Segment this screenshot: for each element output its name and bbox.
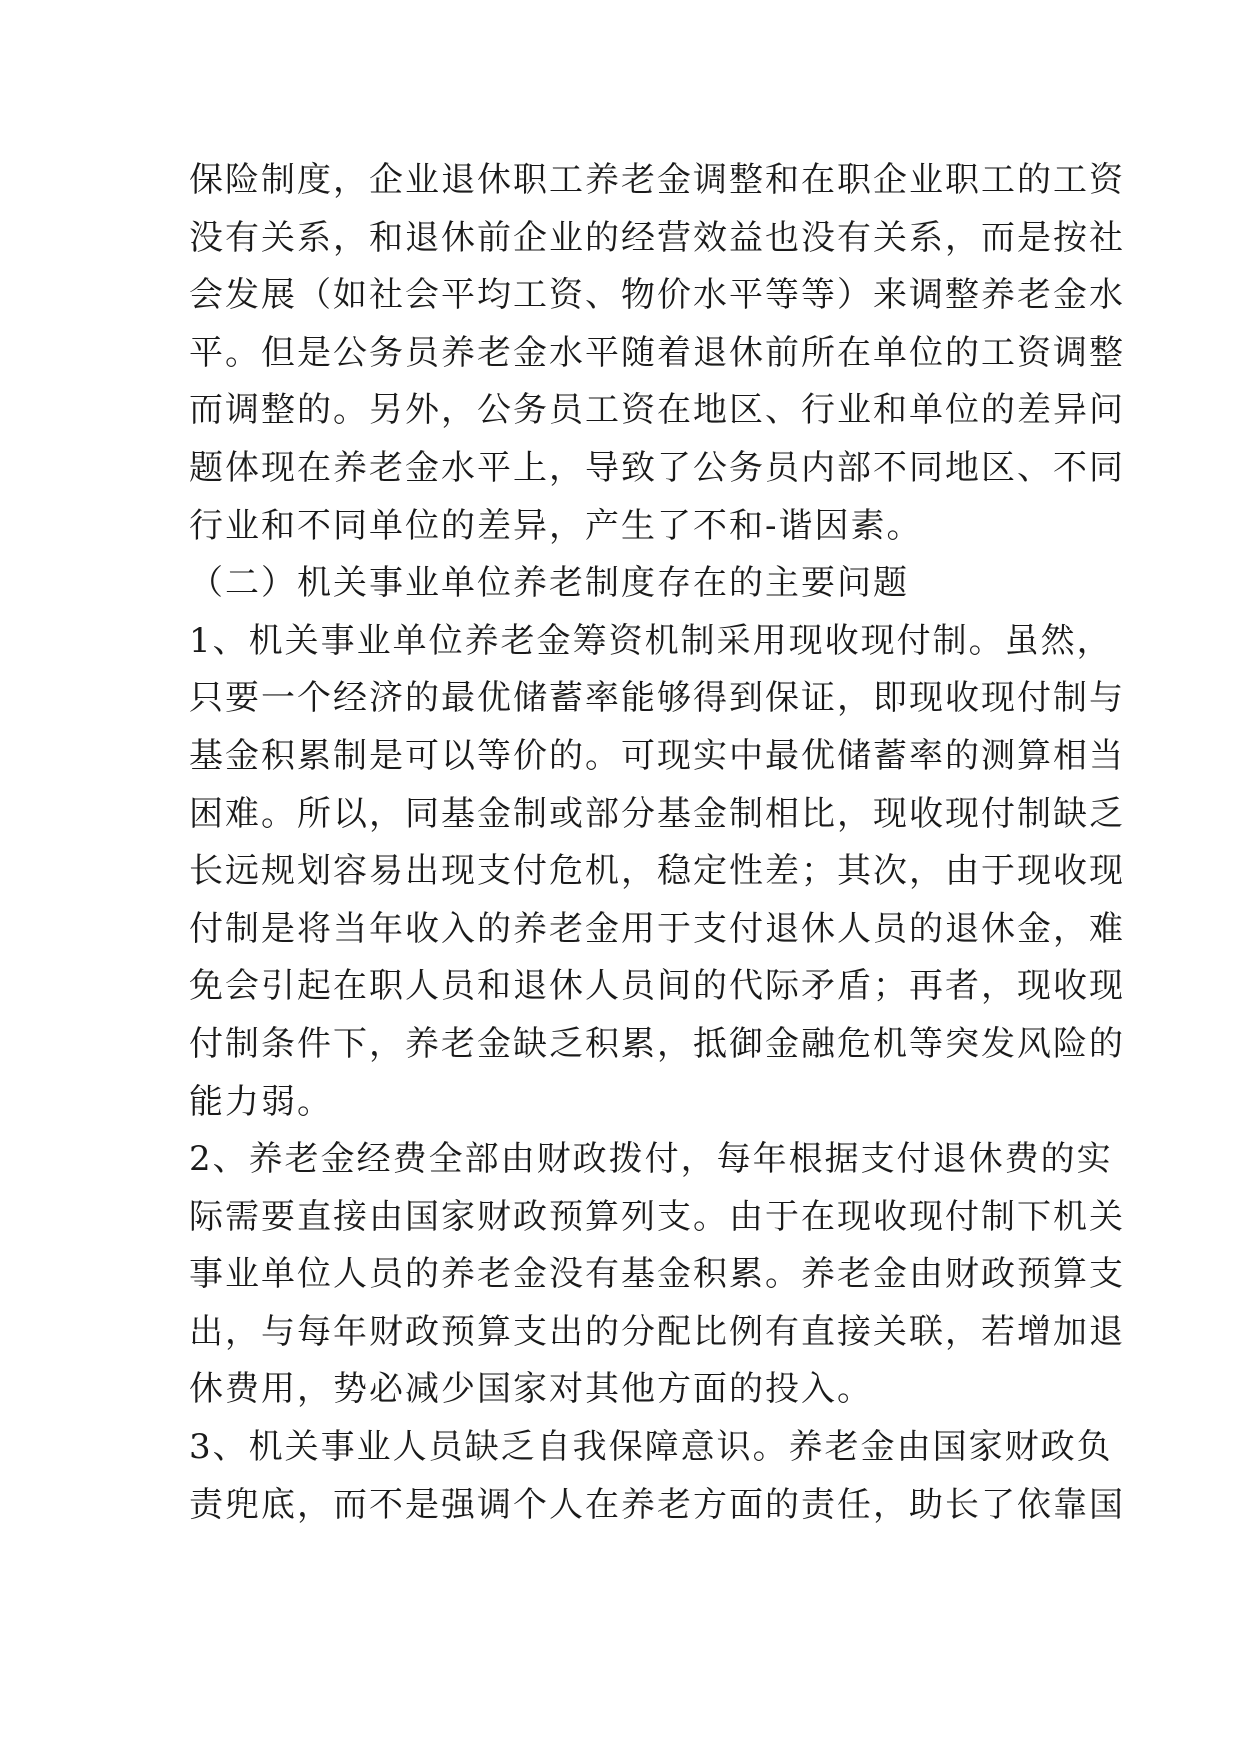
text-line: 付制条件下，养老金缺乏积累，抵御金融危机等突发风险的 <box>189 1023 1125 1064</box>
text-line: 会发展（如社会平均工资、物价水平等等）来调整养老金水 <box>189 275 1125 316</box>
text-line: 平。但是公务员养老金水平随着退休前所在单位的工资调整 <box>189 332 1125 373</box>
section-heading: （二）机关事业单位养老制度存在的主要问题 <box>189 563 909 604</box>
text-line: 际需要直接由国家财政预算列支。由于在现收现付制下机关 <box>189 1196 1125 1237</box>
text-line: 而调整的。另外，公务员工资在地区、行业和单位的差异问 <box>189 390 1125 431</box>
text-line: 困难。所以，同基金制或部分基金制相比，现收现付制缺乏 <box>189 793 1125 834</box>
text-line: 保险制度，企业退休职工养老金调整和在职企业职工的工资 <box>189 160 1125 200</box>
text-line: 1、机关事业单位养老金筹资机制采用现收现付制。虽然， <box>189 620 1113 661</box>
text-line: 责兜底，而不是强调个人在养老方面的责任，助长了依靠国 <box>189 1484 1125 1525</box>
body-text <box>189 152 1125 1534</box>
text-line: 付制是将当年收入的养老金用于支付退休人员的退休金，难 <box>189 908 1125 949</box>
text-line: 题体现在养老金水平上，导致了公务员内部不同地区、不同 <box>189 447 1125 488</box>
text-line: 没有关系，和退休前企业的经营效益也没有关系，而是按社 <box>189 217 1125 258</box>
text-line: 行业和不同单位的差异，产生了不和-谐因素。 <box>189 505 923 546</box>
text-line: 出，与每年财政预算支出的分配比例有直接关联，若增加退 <box>189 1311 1125 1352</box>
text-line: 事业单位人员的养老金没有基金积累。养老金由财政预算支 <box>189 1254 1125 1295</box>
text-line: 2、养老金经费全部由财政拨付，每年根据支付退休费的实 <box>189 1139 1113 1180</box>
text-line: 能力弱。 <box>189 1081 333 1122</box>
text-line: 长远规划容易出现支付危机，稳定性差；其次，由于现收现 <box>189 851 1125 892</box>
text-line: 3、机关事业人员缺乏自我保障意识。养老金由国家财政负 <box>189 1427 1113 1468</box>
text-line: 休费用，势必减少国家对其他方面的投入。 <box>189 1369 873 1410</box>
text-line: 免会引起在职人员和退休人员间的代际矛盾；再者，现收现 <box>189 966 1125 1007</box>
text-line: 基金积累制是可以等价的。可现实中最优储蓄率的测算相当 <box>189 735 1125 776</box>
text-line: 只要一个经济的最优储蓄率能够得到保证，即现收现付制与 <box>189 678 1125 719</box>
